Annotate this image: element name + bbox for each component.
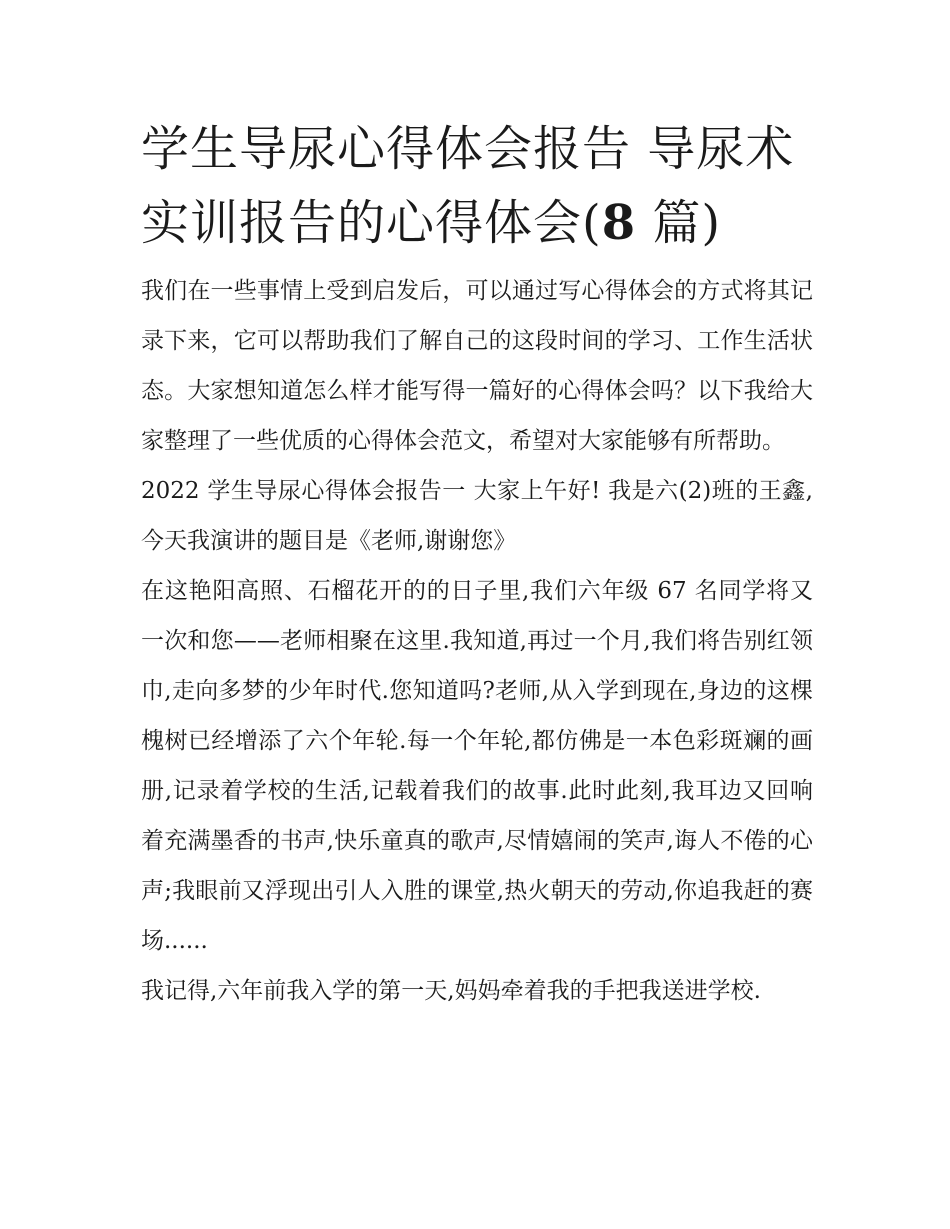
title-suffix: 篇) (636, 195, 722, 251)
document-page (141, 112, 813, 1016)
speech-body-paragraph: 在这艳阳高照、石榴花开的的日子里,我们六年级 67 名同学将又一次和您——老师相聚在这里.我知道,再过一个月,我们将告别红领巾,走向多梦的少年时代.您知道吗?老师,从入学到现在,身边的这棵槐树已经增添了六个年轮.每一个年轮,都仿佛是一本色彩斑斓的画册,记录着学校的生活,记载着我们的故事.此时此刻,我耳边又回响着充满墨香的书声,快乐童真的歌声,尽情嬉闹的笑声,诲人不倦的心声;我眼前又浮现出引人入胜的课堂,热火朝天的劳动,你追我赶的赛场...... (141, 578, 813, 954)
speech-opening-paragraph: 2022 学生导尿心得体会报告一 大家上午好! 我是六(2)班的王鑫,今天我演讲的题目是《老师,谢谢您》 (141, 478, 813, 554)
title-count: 8 (601, 195, 637, 251)
memory-paragraph: 我记得,六年前我入学的第一天,妈妈牵着我的手把我送进学校. (141, 978, 761, 1004)
title-text: 学生导尿心得体会报告 导尿术实训报告的心得体会( (141, 121, 795, 251)
document-title (141, 112, 813, 260)
intro-paragraph: 我们在一些事情上受到启发后，可以通过写心得体会的方式将其记录下来，它可以帮助我们了解自己的这段时间的学习、工作生活状态。大家想知道怎么样才能写得一篇好的心得体会吗？以下我给大家整理了一些优质的心得体会范文，希望对大家能够有所帮助。 (141, 278, 813, 454)
